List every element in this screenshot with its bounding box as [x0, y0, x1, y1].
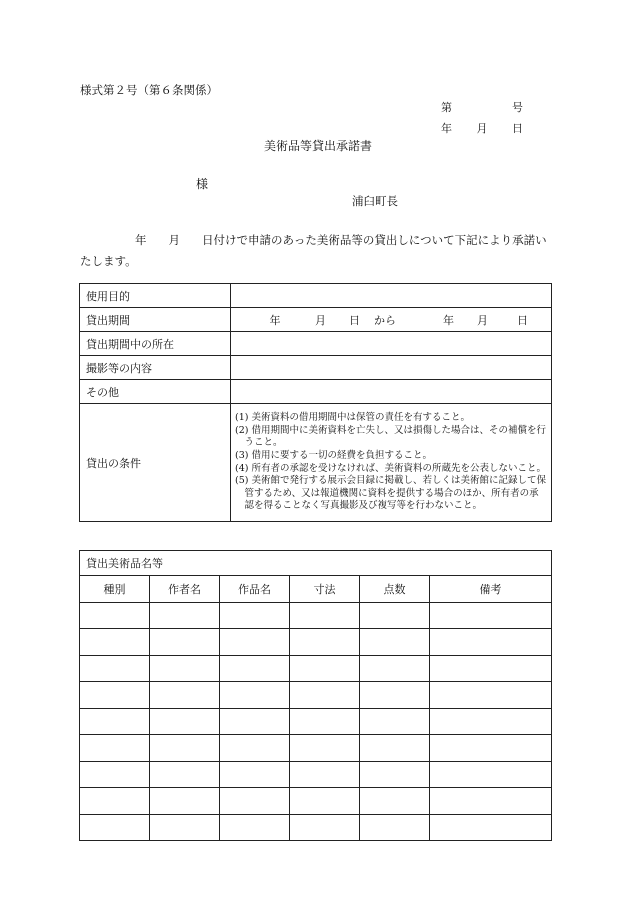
item-cell: [80, 761, 150, 788]
item-cell: [220, 655, 290, 682]
column-header: 備考: [430, 575, 552, 602]
item-cell: [150, 814, 220, 841]
items-header-row: [80, 575, 552, 602]
item-cell: [80, 629, 150, 656]
addressee-suffix: 様: [196, 177, 209, 191]
column-header: 作品名: [220, 575, 290, 602]
body-year: 年: [135, 233, 147, 247]
item-cell: [360, 814, 430, 841]
period-from: から: [374, 313, 396, 327]
doc-number-suffix: 号: [512, 101, 523, 114]
item-cell: [80, 708, 150, 735]
item-cell: [290, 682, 360, 709]
column-header: 点数: [360, 575, 430, 602]
item-cell: [150, 602, 220, 629]
item-cell: [430, 761, 552, 788]
body-text: [80, 230, 552, 272]
item-cell: [150, 682, 220, 709]
items-caption: 貸出美術品名等: [80, 551, 552, 576]
item-cell: [220, 814, 290, 841]
column-header: 種別: [80, 575, 150, 602]
condition-item: (1) 美術資料の借用期間中は保管の責任を有すること。: [235, 412, 470, 424]
table-row: [80, 708, 552, 735]
table-row: [80, 761, 552, 788]
item-cell: [360, 735, 430, 762]
other-value: [231, 380, 552, 404]
item-cell: [220, 761, 290, 788]
item-cell: [430, 708, 552, 735]
item-cell: [80, 655, 150, 682]
items-caption-row: [80, 551, 552, 576]
table-row: [80, 332, 552, 356]
date-day: 日: [512, 122, 523, 135]
item-cell: [290, 655, 360, 682]
date-month: 月: [476, 122, 488, 135]
table-row: [80, 629, 552, 656]
condition-item: (2) 借用期間中に美術資料を亡失し、又は損傷した場合は、その補償を行うこと。: [235, 424, 546, 449]
item-cell: [430, 629, 552, 656]
item-cell: [430, 788, 552, 815]
item-cell: [290, 735, 360, 762]
item-cell: [150, 761, 220, 788]
column-header: 作者名: [150, 575, 220, 602]
location-value: [231, 332, 552, 356]
item-cell: [290, 708, 360, 735]
loaned-items-table: [79, 550, 552, 841]
document-number: [441, 99, 523, 115]
item-cell: [80, 814, 150, 841]
item-cell: [80, 735, 150, 762]
table-row: [80, 308, 552, 332]
condition-item: (5) 美術館で発行する展示会目録に掲載し、若しくは美術館に記録して保管するため、又は報道機関に資料を提供する場合のほか、所有者の承認を得ることなく写真撮影及び複写等を行わないこと。: [235, 475, 546, 512]
item-cell: [220, 682, 290, 709]
table-row: [80, 735, 552, 762]
item-cell: [430, 682, 552, 709]
table-row: [80, 602, 552, 629]
item-cell: [80, 682, 150, 709]
condition-item: (3) 借用に要する一切の経費を負担すること。: [235, 449, 432, 461]
table-row: [80, 356, 552, 380]
loan-details-table: [79, 283, 552, 522]
date-year: 年: [441, 122, 452, 135]
table-row: [80, 404, 552, 522]
item-cell: [290, 602, 360, 629]
condition-item: (4) 所有者の承認を受けなければ、美術資料の所蔵先を公表しないこと。: [235, 462, 546, 474]
item-cell: [430, 655, 552, 682]
item-cell: [430, 602, 552, 629]
item-cell: [360, 708, 430, 735]
item-cell: [80, 602, 150, 629]
loan-period-value: [231, 308, 552, 332]
item-cell: [150, 708, 220, 735]
table-row: [80, 655, 552, 682]
column-header: 寸法: [290, 575, 360, 602]
body-rest: 日付けで申請のあった美術品等の貸出しについて下記により承諾いたします。: [80, 233, 547, 268]
photography-value: [231, 356, 552, 380]
item-cell: [290, 761, 360, 788]
period-day-start: 日: [349, 313, 360, 327]
conditions-list: [231, 404, 552, 522]
item-cell: [220, 629, 290, 656]
body-month: 月: [168, 233, 180, 247]
item-cell: [220, 602, 290, 629]
item-cell: [150, 735, 220, 762]
row-label: 使用目的: [80, 284, 231, 308]
item-cell: [360, 629, 430, 656]
row-label: 貸出期間: [80, 308, 231, 332]
row-label: その他: [80, 380, 231, 404]
period-year-start: 年: [269, 313, 281, 327]
item-cell: [360, 761, 430, 788]
issuer: 浦臼町長: [352, 194, 398, 208]
doc-number-prefix: 第: [441, 101, 452, 114]
document-title: [0, 137, 630, 154]
item-cell: [430, 735, 552, 762]
item-cell: [220, 708, 290, 735]
item-cell: [290, 814, 360, 841]
period-year-end: 年: [443, 313, 454, 327]
table-row: [80, 788, 552, 815]
item-cell: [360, 655, 430, 682]
row-label: 撮影等の内容: [80, 356, 231, 380]
table-row: [80, 814, 552, 841]
table-row: [80, 380, 552, 404]
item-cell: [150, 655, 220, 682]
period-day-end: 日: [517, 313, 528, 327]
item-cell: [290, 629, 360, 656]
item-cell: [220, 788, 290, 815]
item-cell: [150, 788, 220, 815]
item-cell: [80, 788, 150, 815]
item-cell: [430, 814, 552, 841]
item-cell: [290, 788, 360, 815]
period-month-end: 月: [477, 313, 488, 327]
item-cell: [220, 735, 290, 762]
document-date: [441, 120, 523, 136]
item-cell: [360, 682, 430, 709]
purpose-value: [231, 284, 552, 308]
conditions-label: 貸出の条件: [80, 404, 231, 522]
item-cell: [150, 629, 220, 656]
item-cell: [360, 602, 430, 629]
item-cell: [360, 788, 430, 815]
table-row: [80, 284, 552, 308]
document-title-text: 美術品等貸出承諾書: [263, 139, 372, 153]
period-month-start: 月: [315, 313, 326, 327]
form-number: 様式第２号（第６条関係）: [80, 83, 218, 97]
table-row: [80, 682, 552, 709]
row-label: 貸出期間中の所在: [80, 332, 231, 356]
